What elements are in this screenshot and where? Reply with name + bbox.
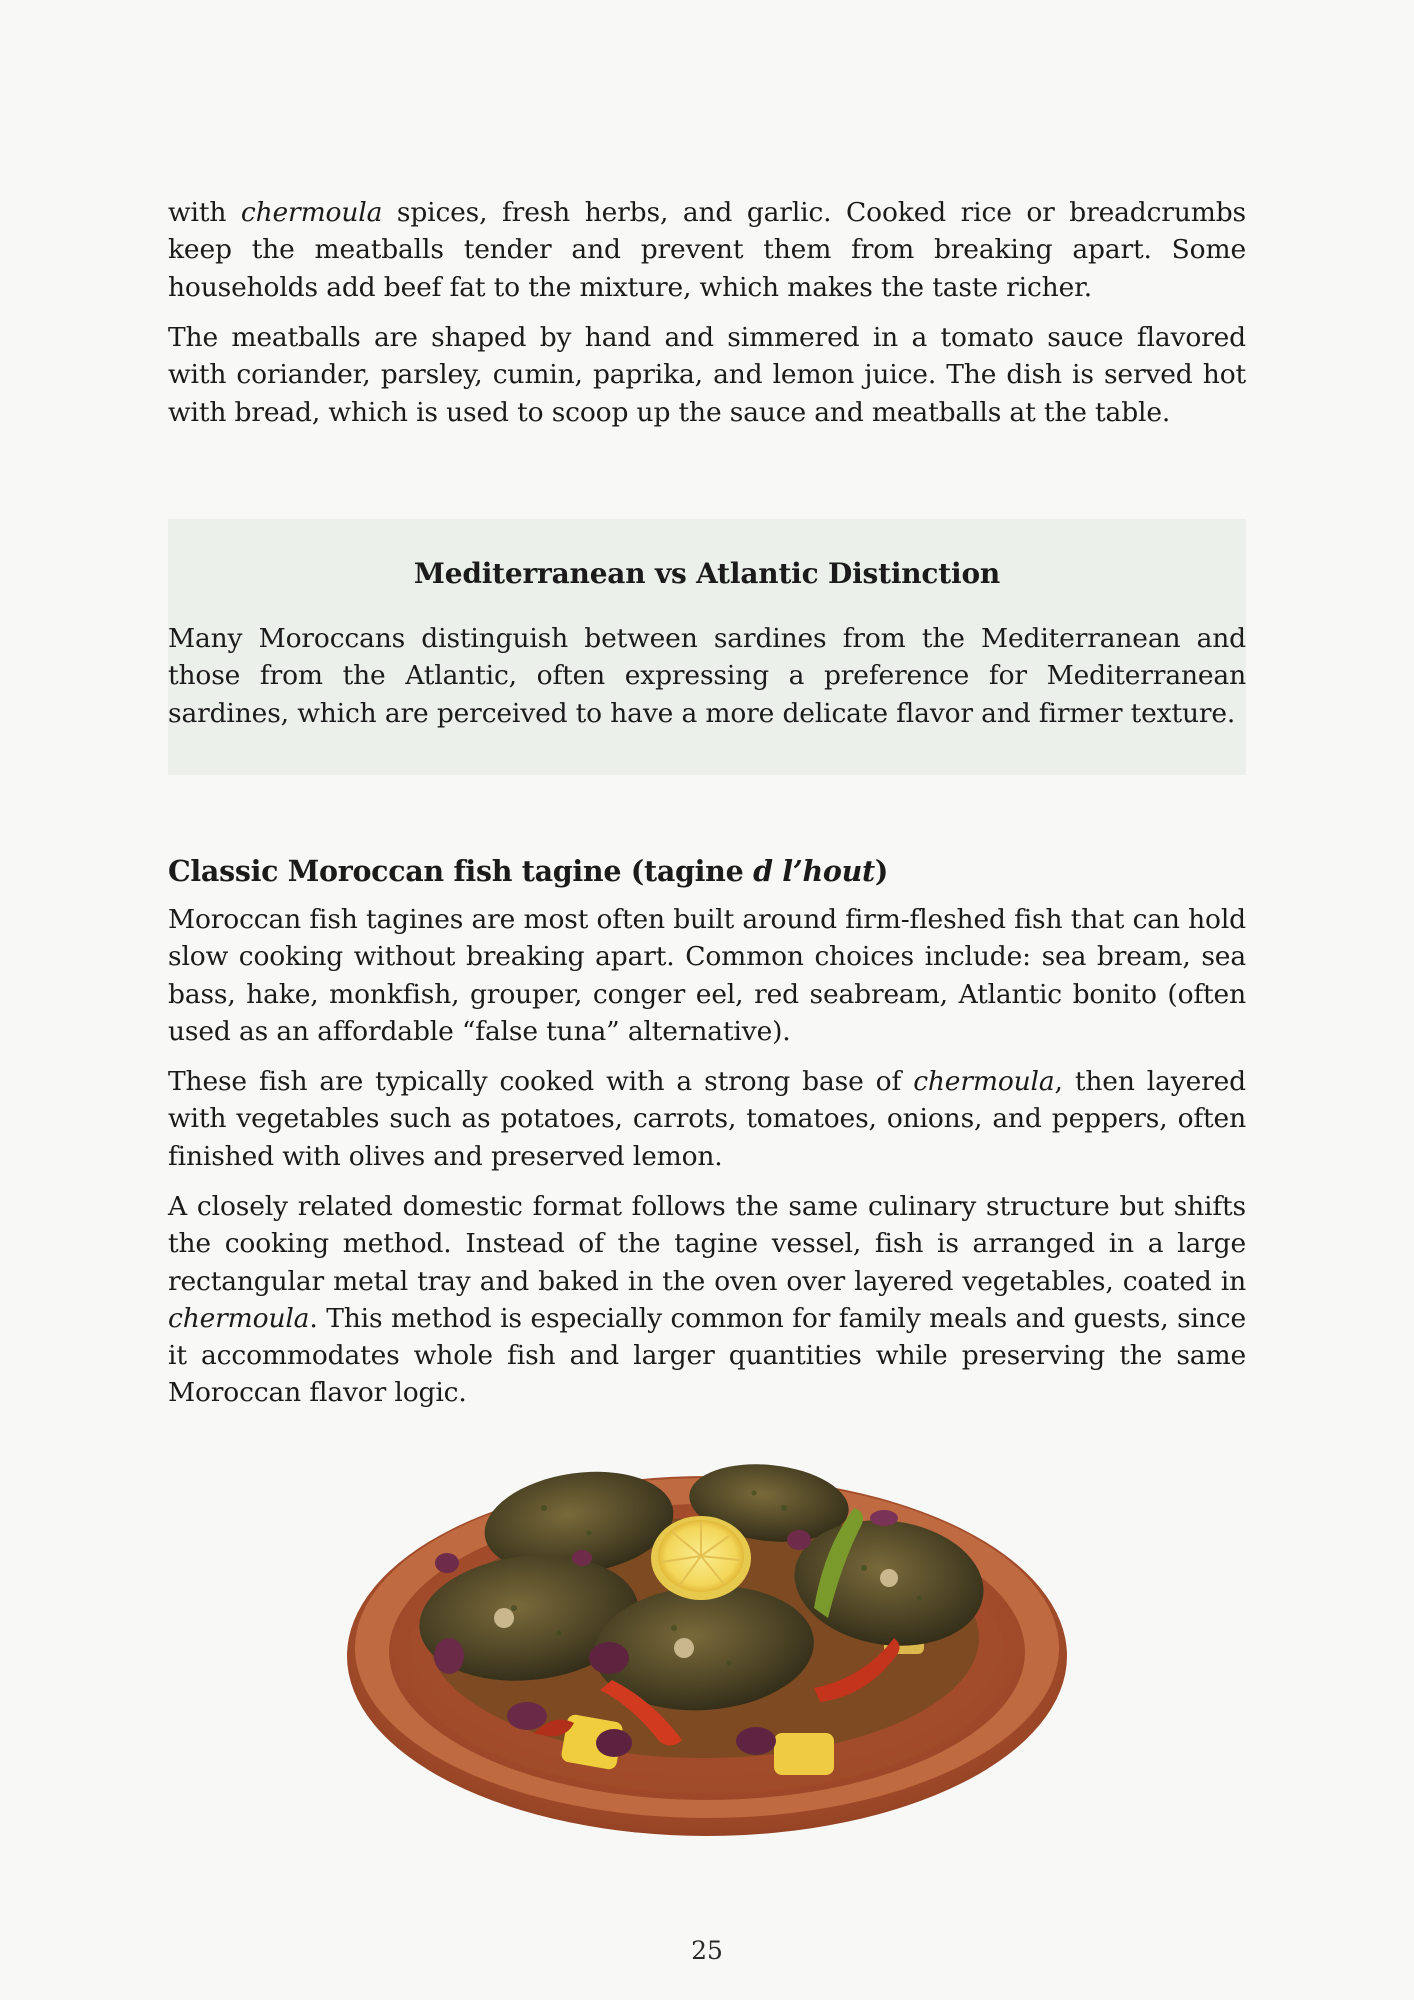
intro-paragraph-2: The meatballs are shaped by hand and simmered in a tomato sauce flavored with coriander, parsley, cumin, paprika, and lemon juice. The dish is served hot with bread, which is used to scoop up the sauce and meatballs at the table. — [168, 322, 1246, 428]
section-text: , then layered with vegetables such as potatoes, carrots, tomatoes, onions, and peppers, often finished with olives and preserved lemon. — [168, 1066, 1246, 1172]
callout-title: Mediterranean vs Atlantic Distinction — [413, 557, 1001, 590]
intro-italic-term: chermoula — [240, 197, 383, 228]
intro-text: with — [168, 197, 241, 228]
section-heading-text: ) — [874, 854, 889, 888]
section-italic-term: chermoula — [913, 1066, 1055, 1097]
section-paragraph-3 — [168, 1188, 1246, 1412]
section-text: A closely related domestic format follows the same culinary structure but shifts the cooking method. Instead of the tagine vessel, fish is arranged in a large rectangular metal tray and baked in the oven over layered vegetables, coated in — [168, 1191, 1246, 1297]
section-paragraph-2 — [168, 1063, 1246, 1175]
page-number: 25 — [691, 1936, 723, 1965]
section-heading — [168, 852, 1246, 890]
section-text: . This method is especially common for family meals and guests, since it accommodates whole fish and larger quantities while preserving the same Moroccan flavor logic. — [168, 1302, 1246, 1409]
section-italic-term: chermoula — [168, 1302, 310, 1334]
intro-paragraph-1 — [168, 194, 1246, 306]
intro-text: spices, fresh herbs, and garlic. Cooked rice or breadcrumbs keep the meatballs tender and prevent them from breaking apart. Some households add beef fat to the mixture, which makes the taste richer. — [168, 197, 1246, 303]
section-text: These fish are typically cooked with a strong base of — [168, 1066, 914, 1097]
section-heading-italic: d l’hout — [753, 854, 875, 888]
section-heading-text: Classic Moroccan fish tagine (tagine — [168, 854, 754, 888]
section-paragraph-1: Moroccan fish tagines are most often built around firm-fleshed fish that can hold slow cooking without breaking apart. Common choices include: sea bream, sea bass, hake, monkfish, grouper, conger eel, red seabream, Atlantic bonito (often used as an affordable “false tuna” alternative). — [168, 904, 1246, 1047]
fish-tagine-photo — [344, 1448, 1070, 1838]
callout-text: Many Moroccans distinguish between sardines from the Mediterranean and those from the Atlantic, often expressing a preference for Mediterranean sardines, which are perceived to have a more delicate flavor and firmer texture. — [168, 623, 1246, 729]
